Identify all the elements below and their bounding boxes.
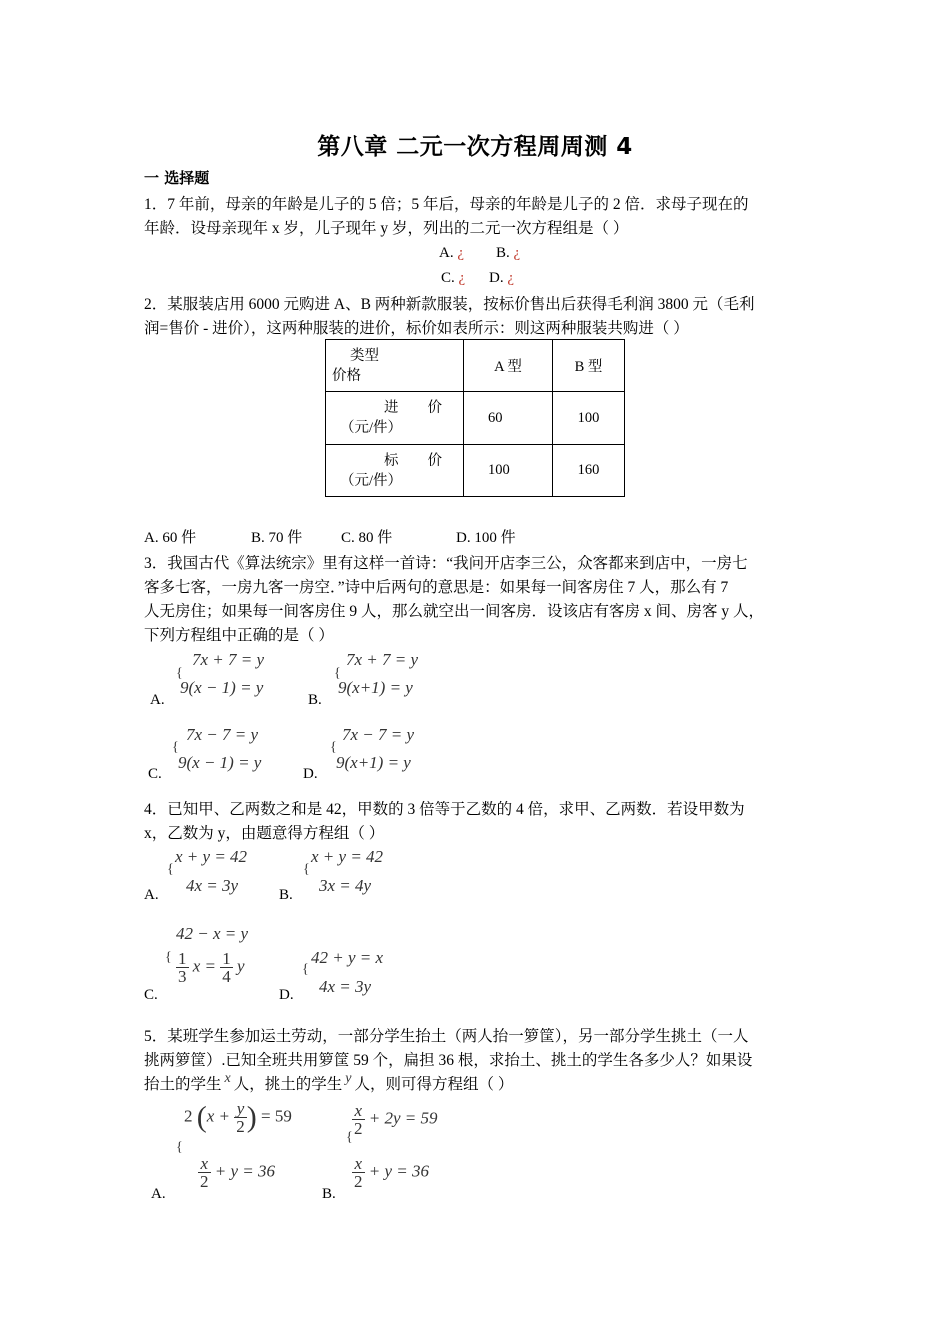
q5-option-a[interactable]: A. — [151, 1186, 166, 1202]
cell-list-a: 100 — [464, 445, 553, 497]
q2-option-d[interactable]: D. 100 件 — [456, 530, 516, 546]
q5-a-paren-open: ( — [196, 1100, 207, 1134]
q4-c-frac2-num: 1 — [222, 949, 231, 968]
q4-line2: x，乙数为 y，由题意得方程组（ ） — [144, 825, 385, 842]
q5-line3 — [144, 1073, 513, 1098]
q5-a-paren-close: ) — [246, 1100, 257, 1134]
q5-a-eq1-post: = 59 — [261, 1106, 292, 1126]
q1-option-b-label: B. — [496, 245, 510, 261]
row-list-label-b: （元/件） — [340, 472, 403, 489]
q5-a-eq2-num: x — [198, 1155, 211, 1173]
q4-c-eq1: 42 − x = y — [176, 924, 249, 943]
q5-a-eq2-post: + y = 36 — [214, 1161, 275, 1181]
q1-option-a-glyph: ¿ — [457, 245, 465, 261]
q1-line1: 1．7 年前，母亲的年龄是儿子的 5 倍；5 年后，母亲的年龄是儿子的 2 倍．求母子现在的 — [144, 196, 749, 213]
q2-option-a[interactable]: A. 60 件 — [144, 530, 197, 546]
q5-a-eq1-coef: 2 — [184, 1106, 193, 1126]
q4-c-frac1-num: 1 — [178, 949, 187, 968]
cell-cost-b: 100 — [553, 392, 625, 445]
q4-c-brace: { — [165, 950, 172, 965]
q1-option-a-label: A. — [439, 245, 454, 261]
q1-option-c[interactable] — [441, 270, 465, 287]
q4-c-frac2-den: 4 — [222, 967, 231, 986]
q4-b-eq1: x + y = 42 — [311, 847, 384, 866]
q5-a-eq1-num: y — [234, 1100, 247, 1118]
q3-line1: 3．我国古代《算法统宗》里有这样一首诗：“我问开店李三公，众客都来到店中，一房七 — [144, 555, 748, 572]
q4-b-brace: { — [303, 862, 310, 877]
q4-option-c[interactable]: C. — [144, 987, 158, 1003]
q1-option-d-glyph: ¿ — [507, 270, 515, 286]
q3-d-brace: { — [330, 740, 337, 755]
q1-option-d[interactable] — [489, 270, 514, 287]
q4-option-a[interactable]: A. — [144, 887, 159, 903]
q3-c-eq1: 7x − 7 = y — [186, 725, 259, 744]
q3-a-brace: { — [176, 666, 183, 681]
q1-option-c-glyph: ¿ — [458, 270, 466, 286]
q3-c-eq2: 9(x − 1) = y — [178, 753, 262, 772]
q3-b-eq1: 7x + 7 = y — [346, 650, 419, 669]
q5-line3-b: 人，挑土的学生 — [233, 1076, 343, 1093]
q4-a-brace: { — [167, 862, 174, 877]
header-col-b: B 型 — [553, 340, 625, 392]
cell-list-b: 160 — [553, 445, 625, 497]
q4-option-b[interactable]: B. — [279, 887, 293, 903]
q4-c-y: y — [237, 956, 245, 976]
q3-d-eq1: 7x − 7 = y — [342, 725, 415, 744]
q5-line3-a: 抬土的学生 — [144, 1076, 222, 1093]
q3-line3: 人无房住；如果每一间客房住 9 人，那么就空出一间客房．设该店有客房 x 间、房客 y 人， — [144, 603, 765, 620]
q1-option-a[interactable] — [439, 245, 464, 262]
row-list-label-a: 标 价 — [384, 452, 442, 469]
q5-option-b[interactable]: B. — [322, 1186, 336, 1202]
q5-b-brace: { — [346, 1130, 353, 1145]
q3-d-eq2: 9(x+1) = y — [336, 753, 411, 772]
q3-option-a[interactable]: A. — [150, 692, 165, 708]
price-table — [325, 339, 625, 497]
q3-b-brace: { — [334, 666, 341, 681]
q3-line2: 客多七客，一房九客一房空．”诗中后两句的意思是：如果每一间客房住 7 人，那么有 7 — [144, 579, 729, 596]
q1-line2: 年龄．设母亲现年 x 岁，儿子现年 y 岁，列出的二元一次方程组是（ ） — [144, 220, 629, 237]
q5-b-eq1-den: 2 — [354, 1119, 363, 1138]
q5-a-brace: { — [176, 1140, 183, 1155]
q5-b-eq2-num: x — [352, 1155, 365, 1173]
q5-a-eq1 — [184, 1100, 292, 1135]
q5-var-x: x — [224, 1071, 231, 1086]
q2-option-c[interactable]: C. 80 件 — [341, 530, 393, 546]
page-title: 第八章 二元一次方程周周测 4 — [317, 134, 633, 160]
q3-a-eq2: 9(x − 1) = y — [180, 678, 264, 697]
q4-d-brace: { — [302, 962, 309, 977]
q3-a-eq1: 7x + 7 = y — [192, 650, 265, 669]
q5-a-eq1-x: x + — [206, 1106, 231, 1126]
q4-b-eq2: 3x = 4y — [319, 876, 372, 895]
q1-option-c-label: C. — [441, 270, 455, 286]
q5-a-eq2-den: 2 — [200, 1172, 209, 1191]
q5-b-eq2-post: + y = 36 — [368, 1161, 429, 1181]
q4-d-eq1: 42 + y = x — [311, 948, 384, 967]
q3-c-brace: { — [172, 740, 179, 755]
q2-option-b[interactable]: B. 70 件 — [251, 530, 303, 546]
q4-option-d[interactable]: D. — [279, 987, 294, 1003]
row-cost-label-a: 进 价 — [384, 400, 442, 416]
q5-b-eq2 — [352, 1155, 429, 1190]
q5-a-eq2 — [198, 1155, 275, 1190]
q5-line2: 挑两箩筐）.已知全班共用箩筐 59 个，扁担 36 根，求抬土、挑土的学生各多少人？如果设 — [144, 1052, 753, 1069]
table-header-corner — [326, 340, 464, 392]
q5-a-eq1-den: 2 — [236, 1117, 245, 1136]
row-list-label — [326, 445, 464, 497]
row-cost-label — [326, 392, 464, 445]
q5-b-eq1-post: + 2y = 59 — [368, 1108, 438, 1128]
q4-c-eq2 — [176, 950, 245, 985]
section-heading: 一 选择题 — [144, 169, 210, 187]
q3-b-eq2: 9(x+1) = y — [338, 678, 413, 697]
cell-cost-a: 60 — [464, 392, 553, 445]
q4-c-frac1-den: 3 — [178, 967, 187, 986]
q1-option-d-label: D. — [489, 270, 504, 286]
q4-a-eq2: 4x = 3y — [186, 876, 239, 895]
q1-option-b-glyph: ¿ — [513, 245, 521, 261]
q4-c-x: x = — [192, 956, 217, 976]
q5-line1: 5．某班学生参加运土劳动，一部分学生抬土（两人抬一箩筐），另一部分学生挑土（一人 — [144, 1028, 749, 1045]
q4-d-eq2: 4x = 3y — [319, 977, 372, 996]
q1-option-b[interactable] — [496, 245, 520, 262]
row-cost-label-b: （元/件） — [340, 420, 403, 436]
q2-line1: 2．某服装店用 6000 元购进 A、B 两种新款服装，按标价售出后获得毛利润 3800 元（毛利 — [144, 296, 755, 313]
header-price: 价格 — [332, 367, 361, 384]
q5-b-eq1-num: x — [352, 1102, 365, 1120]
q2-line2: 润=售价 - 进价），这两种服装的进价，标价如表所示：则这两种服装共购进（ ） — [144, 320, 689, 337]
q5-b-eq1 — [352, 1102, 438, 1137]
q4-a-eq1: x + y = 42 — [175, 847, 248, 866]
q3-option-c[interactable]: C. — [148, 766, 162, 782]
header-type: 类型 — [350, 347, 379, 364]
q5-var-y: y — [345, 1071, 352, 1086]
header-col-a: A 型 — [464, 340, 553, 392]
q4-line1: 4．已知甲、乙两数之和是 42，甲数的 3 倍等于乙数的 4 倍，求甲、乙两数．若设甲数为 — [144, 801, 745, 818]
q3-option-b[interactable]: B. — [308, 692, 322, 708]
q3-line4: 下列方程组中正确的是（ ） — [144, 627, 334, 644]
q5-line3-c: 人，则可得方程组（ ） — [354, 1076, 514, 1093]
q5-b-eq2-den: 2 — [354, 1172, 363, 1191]
q3-option-d[interactable]: D. — [303, 766, 318, 782]
